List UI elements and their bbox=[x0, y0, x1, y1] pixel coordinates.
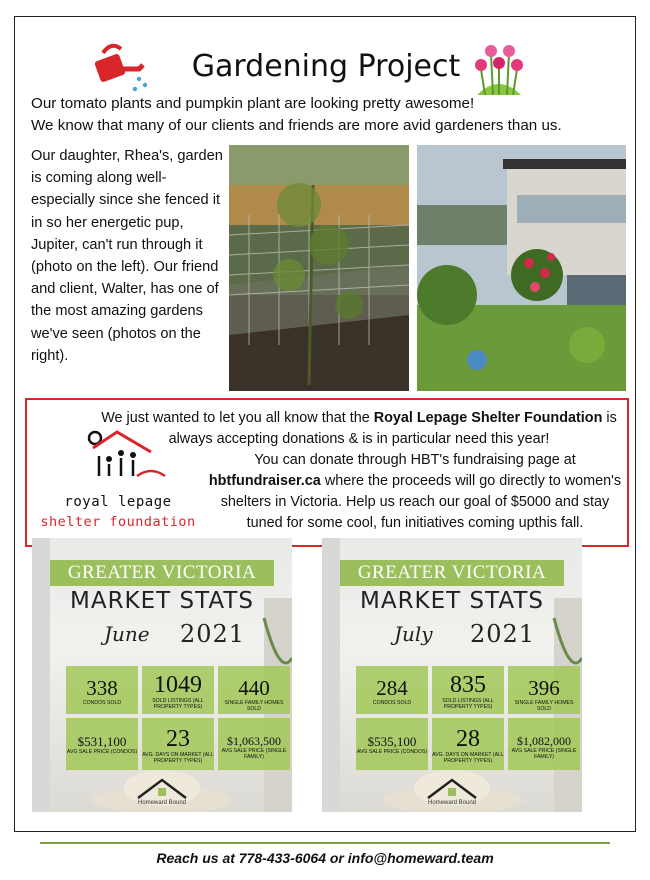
single-family-sold-value: 396 bbox=[528, 676, 560, 700]
listings-label: SOLD LISTINGS (ALL PROPERTY TYPES) bbox=[442, 698, 494, 710]
logo-subtitle: shelter foundation bbox=[40, 514, 196, 530]
single-family-sold-value: 440 bbox=[238, 676, 270, 700]
market-stats-title: MARKET STATS bbox=[70, 588, 254, 614]
listings-value: 835 bbox=[450, 672, 486, 698]
garden-story: Our daughter, Rhea's, garden is coming along well- especially since she fenced it in so her energetic pup, Jupiter, can't run through it (photo on the left). Our friend and client, Walter, has one of the most amazing gardens we've seen (photos on the right). bbox=[31, 148, 223, 364]
single-family-price-label: AVG SALE PRICE (SINGLE FAMILY) bbox=[221, 748, 287, 760]
single-family-sold-tile bbox=[218, 666, 290, 714]
house-roof-icon bbox=[418, 776, 486, 800]
garden-photo-fenced bbox=[229, 145, 409, 391]
condos-sold-tile bbox=[66, 666, 138, 714]
footer-divider bbox=[40, 842, 610, 844]
condos-sold-label: CONDOS SOLD bbox=[82, 700, 122, 706]
contact-line: Reach us at 778-433-6064 or info@homeward.team bbox=[156, 850, 494, 866]
stats-year: 2021 bbox=[180, 620, 246, 648]
days-on-market-value: 28 bbox=[456, 726, 480, 752]
condo-price-tile bbox=[356, 718, 428, 770]
market-stats-june bbox=[32, 538, 292, 812]
days-on-market-value: 23 bbox=[166, 726, 190, 752]
region-banner: GREATER VICTORIA bbox=[340, 560, 564, 586]
condos-sold-value: 284 bbox=[376, 676, 408, 700]
single-family-price-tile bbox=[218, 718, 290, 770]
shelter-message-2 bbox=[205, 450, 625, 534]
logo-name: royal lepage bbox=[64, 494, 172, 510]
homeward-bound-logo bbox=[128, 776, 196, 810]
house-roof-icon bbox=[128, 776, 196, 800]
shelter-text: You can donate through HBT's fundraising page at bbox=[254, 452, 576, 468]
title-row bbox=[15, 35, 637, 95]
days-on-market-tile bbox=[142, 718, 214, 770]
single-family-price-value: $1,063,500 bbox=[227, 734, 281, 748]
shelter-text: We just wanted to let you all know that the bbox=[101, 410, 374, 426]
condos-sold-value: 338 bbox=[86, 676, 118, 700]
listings-label: SOLD LISTINGS (ALL PROPERTY TYPES) bbox=[152, 698, 204, 710]
intro-line-1: Our tomato plants and pumpkin plant are looking pretty awesome! bbox=[31, 95, 475, 112]
stats-month: June bbox=[104, 622, 150, 646]
condo-price-value: $535,100 bbox=[367, 734, 417, 749]
market-stats-title: MARKET STATS bbox=[360, 588, 544, 614]
listings-tile bbox=[432, 666, 504, 714]
condos-sold-tile bbox=[356, 666, 428, 714]
listings-tile bbox=[142, 666, 214, 714]
single-family-sold-tile bbox=[508, 666, 580, 714]
condos-sold-label: CONDOS SOLD bbox=[372, 700, 412, 706]
single-family-price-tile bbox=[508, 718, 580, 770]
shelter-message-1 bbox=[89, 408, 629, 450]
stats-year: 2021 bbox=[470, 620, 536, 648]
page-title: Gardening Project bbox=[191, 49, 461, 84]
foundation-name: Royal Lepage Shelter Foundation bbox=[373, 410, 603, 426]
days-on-market-label: AVG. DAYS ON MARKET (ALL PROPERTY TYPES) bbox=[432, 752, 504, 764]
homeward-bound-logo bbox=[418, 776, 486, 810]
single-family-price-label: AVG SALE PRICE (SINGLE FAMILY) bbox=[511, 748, 577, 760]
flowers-icon bbox=[463, 39, 535, 97]
condo-price-tile bbox=[66, 718, 138, 770]
single-family-sold-label: SINGLE FAMILY HOMES SOLD bbox=[514, 700, 574, 712]
condo-price-label: AVG SALE PRICE (CONDOS) bbox=[66, 749, 138, 755]
intro-line-2: We know that many of our clients and friends are more avid gardeners than us. bbox=[31, 117, 562, 134]
brand-name: Homeward Bound bbox=[137, 800, 187, 806]
single-family-sold-label: SINGLE FAMILY HOMES SOLD bbox=[224, 700, 284, 712]
days-on-market-label: AVG. DAYS ON MARKET (ALL PROPERTY TYPES) bbox=[142, 752, 214, 764]
brand-name: Homeward Bound bbox=[427, 800, 477, 806]
listings-value: 1049 bbox=[154, 672, 202, 698]
intro-text bbox=[31, 93, 631, 137]
condo-price-label: AVG SALE PRICE (CONDOS) bbox=[356, 749, 428, 755]
condo-price-value: $531,100 bbox=[77, 734, 127, 749]
single-family-price-value: $1,082,000 bbox=[517, 734, 571, 748]
shelter-text: is always accepting donations & is in particular need this year! bbox=[168, 410, 617, 447]
region-banner: GREATER VICTORIA bbox=[50, 560, 274, 586]
stats-month: July bbox=[394, 622, 433, 646]
days-on-market-tile bbox=[432, 718, 504, 770]
shelter-text: where the proceeds will go directly to women's shelters in Victoria. Help us reach our goal of $5000 and stay tuned for some cool, fun initiatives coming upthis fall. bbox=[220, 473, 622, 531]
market-stats-july bbox=[322, 538, 582, 812]
fundraiser-link[interactable]: hbtfundraiser.ca bbox=[208, 473, 321, 489]
garden-photo-house bbox=[417, 145, 626, 391]
shelter-foundation-callout bbox=[25, 398, 629, 547]
